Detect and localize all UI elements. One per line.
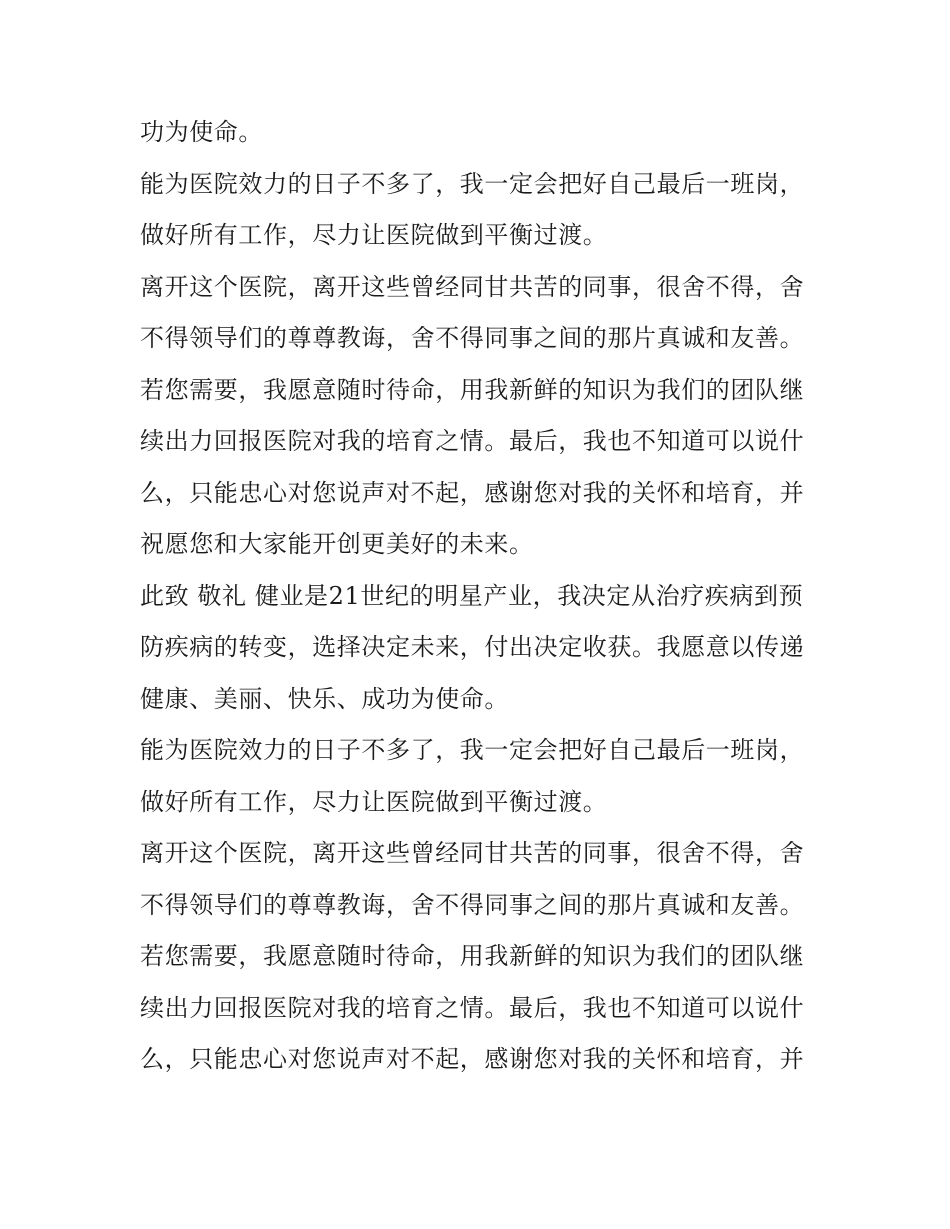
text-line: 续出力回报医院对我的培育之情。最后，我也不知道可以说什 — [140, 427, 805, 455]
paragraph-6 — [140, 725, 820, 828]
text-line: 此致 敬礼 健业是21世纪的明星产业，我决定从治疗疾病到预 — [140, 581, 804, 610]
text-line: 若您需要，我愿意随时待命，用我新鲜的知识为我们的团队继 — [140, 375, 805, 404]
text-line: 做好所有工作，尽力让医院做到平衡过渡。 — [140, 221, 608, 249]
text-line: 祝愿您和大家能开创更美好的未来。 — [140, 530, 534, 558]
text-line: 离开这个医院，离开这些曾经同甘共苦的同事，很舍不得，舍 — [140, 839, 805, 867]
paragraph-7 — [140, 828, 820, 931]
text-line: 功为使命。 — [140, 118, 263, 146]
paragraph-1 — [140, 107, 820, 159]
text-line: 做好所有工作，尽力让医院做到平衡过渡。 — [140, 787, 608, 816]
text-line: 么，只能忠心对您说声对不起，感谢您对我的关怀和培育，并 — [140, 478, 805, 507]
paragraph-3 — [140, 262, 820, 365]
paragraph-4 — [140, 365, 820, 571]
text-line: 防疾病的转变，选择决定未来，付出决定收获。我愿意以传递 — [140, 633, 805, 661]
text-line: 离开这个医院，离开这些曾经同甘共苦的同事，很舍不得，舍 — [140, 272, 805, 301]
text-line: 健康、美丽、快乐、成功为使命。 — [140, 684, 509, 713]
text-line: 续出力回报医院对我的培育之情。最后，我也不知道可以说什 — [140, 993, 805, 1022]
text-line: 不得领导们的尊尊教诲，舍不得同事之间的那片真诚和友善。 — [140, 890, 805, 919]
paragraph-8 — [140, 931, 820, 1086]
text-line: 不得领导们的尊尊教诲，舍不得同事之间的那片真诚和友善。 — [140, 324, 805, 352]
paragraph-2 — [140, 159, 820, 262]
paragraph-5 — [140, 571, 820, 726]
document-body — [140, 107, 820, 1086]
text-line: 能为医院效力的日子不多了，我一定会把好自己最后一班岗， — [140, 736, 805, 764]
text-line: 么，只能忠心对您说声对不起，感谢您对我的关怀和培育，并 — [140, 1045, 805, 1073]
text-line: 能为医院效力的日子不多了，我一定会把好自己最后一班岗， — [140, 169, 805, 198]
text-line: 若您需要，我愿意随时待命，用我新鲜的知识为我们的团队继 — [140, 942, 805, 970]
